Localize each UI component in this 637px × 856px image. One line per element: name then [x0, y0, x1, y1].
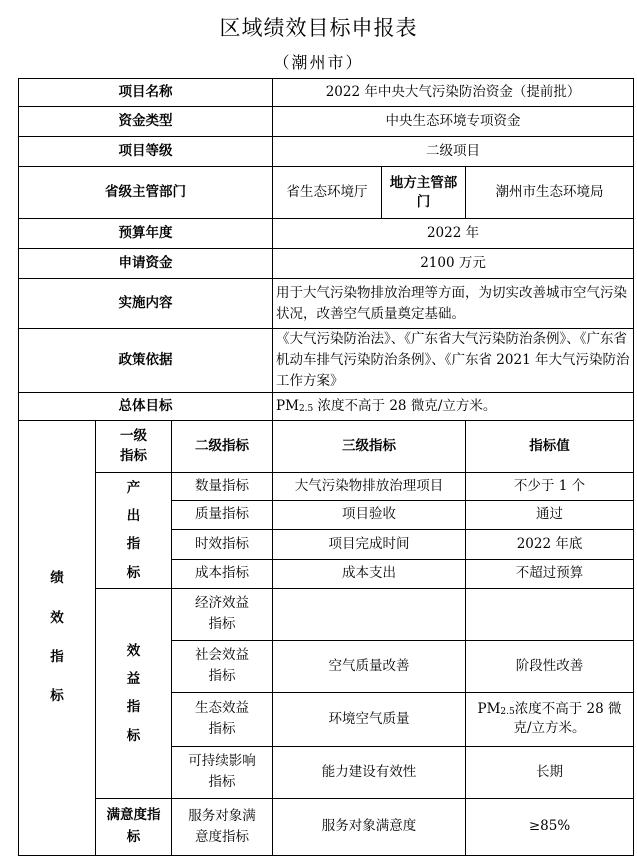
- performance-table: [18, 78, 634, 856]
- benefit-l3: [273, 588, 466, 640]
- benefit-l3: 空气质量改善: [273, 640, 466, 692]
- satisfaction-group-label: 满意度指标: [96, 798, 172, 855]
- table-row: [19, 798, 634, 855]
- output-l2: 数量指标: [172, 472, 273, 500]
- table-row: [19, 472, 634, 500]
- project-name-label: 项目名称: [19, 79, 273, 107]
- benefit-group-label: 效益指标: [96, 588, 172, 798]
- benefit-value: 长期: [466, 746, 634, 798]
- content-value: 用于大气污染物排放治理等方面，为切实改善城市空气污染状况，改善空气质量奠定基础。: [273, 279, 634, 329]
- header-l3: 三级指标: [273, 420, 466, 472]
- output-value: 2022 年底: [466, 529, 634, 559]
- prov-dept-label: 省级主管部门: [19, 167, 273, 219]
- benefit-value: 阶段性改善: [466, 640, 634, 692]
- header-l2: 二级指标: [172, 420, 273, 472]
- benefit-value: [466, 588, 634, 640]
- project-level-label: 项目等级: [19, 137, 273, 167]
- output-l2: 成本指标: [172, 559, 273, 588]
- project-level-value: 二级项目: [273, 137, 634, 167]
- row-funds: [19, 249, 634, 279]
- benefit-l2: 经济效益指标: [172, 588, 273, 640]
- benefit-l3: 环境空气质量: [273, 692, 466, 746]
- funds-label: 申请资金: [19, 249, 273, 279]
- prov-dept-value: 省生态环境厅: [273, 167, 382, 219]
- row-budget-year: [19, 219, 634, 249]
- budget-year-label: 预算年度: [19, 219, 273, 249]
- local-dept-value: 潮州市生态环境局: [466, 167, 634, 219]
- row-project-name: [19, 79, 634, 107]
- row-fund-type: [19, 107, 634, 137]
- project-name-value: 2022 年中央大气污染防治资金（提前批）: [273, 79, 634, 107]
- satisfaction-value: ≥85%: [466, 798, 634, 855]
- content-label: 实施内容: [19, 279, 273, 329]
- fund-type-value: 中央生态环境专项资金: [273, 107, 634, 137]
- row-policy: [19, 329, 634, 393]
- header-value: 指标值: [466, 420, 634, 472]
- policy-label: 政策依据: [19, 329, 273, 393]
- local-dept-label: 地方主管部门: [382, 167, 466, 219]
- benefit-l3: 能力建设有效性: [273, 746, 466, 798]
- output-group-label: 产出指标: [96, 472, 172, 588]
- page-subtitle: （潮州市）: [273, 53, 364, 72]
- output-value: 通过: [466, 500, 634, 529]
- benefit-l2: 可持续影响指标: [172, 746, 273, 798]
- output-l3: 大气污染物排放治理项目: [273, 472, 466, 500]
- row-goal: [19, 392, 634, 420]
- output-l3: 成本支出: [273, 559, 466, 588]
- table-row: [19, 588, 634, 640]
- indicator-header-row: [19, 420, 634, 472]
- performance-group-label: 绩效指标: [19, 420, 96, 855]
- output-l2: 时效指标: [172, 529, 273, 559]
- satisfaction-l3: 服务对象满意度: [273, 798, 466, 855]
- output-l3: 项目验收: [273, 500, 466, 529]
- policy-value: 《大气污染防治法》、《广东省大气污染防治条例》、《广东省机动车排气污染防治条例》、《广东省 2021 年大气污染防治工作方案》: [273, 329, 634, 393]
- row-content: [19, 279, 634, 329]
- header-l1: 一级指标: [96, 420, 172, 472]
- funds-value: 2100 万元: [273, 249, 634, 279]
- benefit-l2: 社会效益指标: [172, 640, 273, 692]
- row-departments: [19, 167, 634, 219]
- goal-value: $PM_{2.5}$ 浓度不高于 28 微克/立方米。: [273, 392, 634, 420]
- output-l2: 质量指标: [172, 500, 273, 529]
- output-value: 不少于 1 个: [466, 472, 634, 500]
- benefit-l2: 生态效益指标: [172, 692, 273, 746]
- output-l3: 项目完成时间: [273, 529, 466, 559]
- satisfaction-l2: 服务对象满意度指标: [172, 798, 273, 855]
- output-value: 不超过预算: [466, 559, 634, 588]
- goal-label: 总体目标: [19, 392, 273, 420]
- budget-year-value: 2022 年: [273, 219, 634, 249]
- page-title: 区域绩效目标申报表: [219, 16, 418, 40]
- benefit-value: $PM_{2.5}$浓度不高于 28 微克/立方米。: [466, 692, 634, 746]
- row-project-level: [19, 137, 634, 167]
- fund-type-label: 资金类型: [19, 107, 273, 137]
